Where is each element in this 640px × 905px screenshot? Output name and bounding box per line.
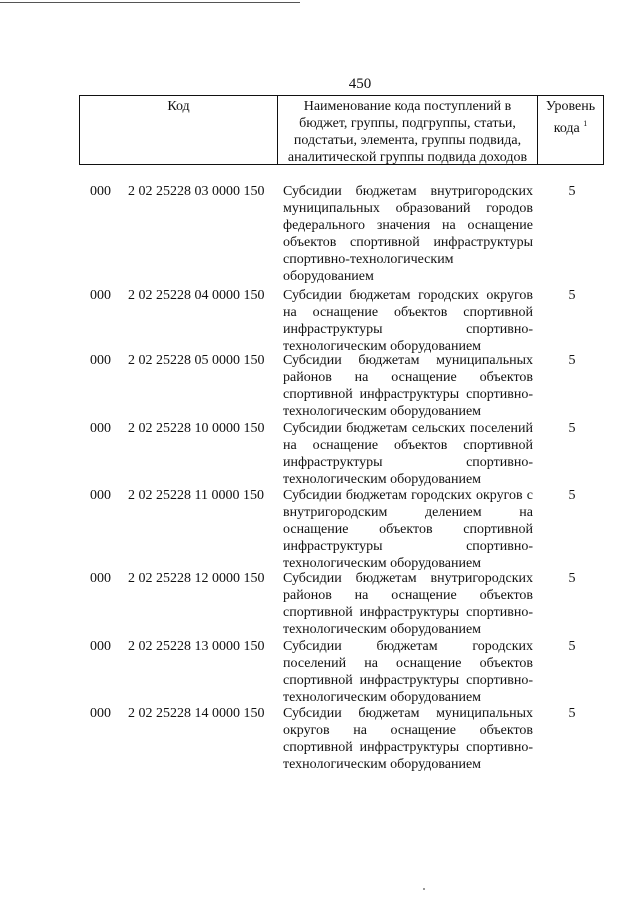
row-prefix: 000	[90, 421, 111, 436]
header-level-label: Уровень кода	[545, 99, 596, 136]
scan-speck	[423, 888, 425, 890]
header-name-cell	[278, 96, 538, 164]
row-level: 5	[568, 184, 576, 199]
row-description: Субсидии бюджетам городских округов с внутригородским делением на оснащение объектов спортивной инфраструктуры спортивно-технологическим оборудованием	[283, 488, 533, 571]
row-level: 5	[568, 353, 576, 368]
row-code: 2 02 25228 05 0000 150	[128, 353, 265, 368]
row-prefix: 000	[90, 353, 111, 368]
row-prefix: 000	[90, 488, 111, 503]
row-code: 2 02 25228 14 0000 150	[128, 706, 265, 721]
row-description: Субсидии бюджетам внутригородских районов на оснащение объектов спортивной инфраструктуры спортивно-технологическим оборудованием	[283, 571, 533, 637]
top-edge-rule	[0, 2, 300, 3]
row-code: 2 02 25228 04 0000 150	[128, 288, 265, 303]
row-prefix: 000	[90, 184, 111, 199]
row-description: Субсидии бюджетам муниципальных округов на оснащение объектов спортивной инфраструктуры спортивно-технологическим оборудованием	[283, 706, 533, 772]
row-code: 2 02 25228 10 0000 150	[128, 421, 265, 436]
header-level-cell	[538, 96, 603, 164]
header-level-footnote: 1	[583, 119, 588, 128]
row-code: 2 02 25228 11 0000 150	[128, 488, 264, 503]
row-description: Субсидии бюджетам внутригородских муниципальных образований городов федерального значения на оснащение объектов спортивной инфраструктуры спортивно-технологическим оборудованием	[283, 184, 533, 284]
header-code-cell	[80, 96, 278, 164]
row-prefix: 000	[90, 288, 111, 303]
row-prefix: 000	[90, 639, 111, 654]
page-number: 450	[348, 76, 372, 92]
header-code-label: Код	[167, 99, 190, 114]
row-prefix: 000	[90, 571, 111, 586]
row-code: 2 02 25228 03 0000 150	[128, 184, 265, 199]
row-level: 5	[568, 571, 576, 586]
row-code: 2 02 25228 12 0000 150	[128, 571, 265, 586]
row-code: 2 02 25228 13 0000 150	[128, 639, 265, 654]
header-level-text	[538, 96, 603, 137]
row-description: Субсидии бюджетам муниципальных районов на оснащение объектов спортивной инфраструктуры спортивно-технологическим оборудованием	[283, 353, 533, 419]
row-description: Субсидии бюджетам сельских поселений на оснащение объектов спортивной инфраструктуры спортивно-технологическим оборудованием	[283, 421, 533, 487]
row-prefix: 000	[90, 706, 111, 721]
row-description: Субсидии бюджетам городских поселений на оснащение объектов спортивной инфраструктуры спортивно-технологическим оборудованием	[283, 639, 533, 705]
row-description: Субсидии бюджетам городских округов на оснащение объектов спортивной инфраструктуры спортивно-технологическим оборудованием	[283, 288, 533, 354]
row-level: 5	[568, 488, 576, 503]
row-level: 5	[568, 421, 576, 436]
row-level: 5	[568, 706, 576, 721]
table-header	[79, 95, 604, 165]
row-level: 5	[568, 288, 576, 303]
header-name-label: Наименование кода поступлений в бюджет, группы, подгруппы, статьи, подстатьи, элемента, группы подвида, аналитической группы подвида доходов	[287, 99, 528, 165]
row-level: 5	[568, 639, 576, 654]
